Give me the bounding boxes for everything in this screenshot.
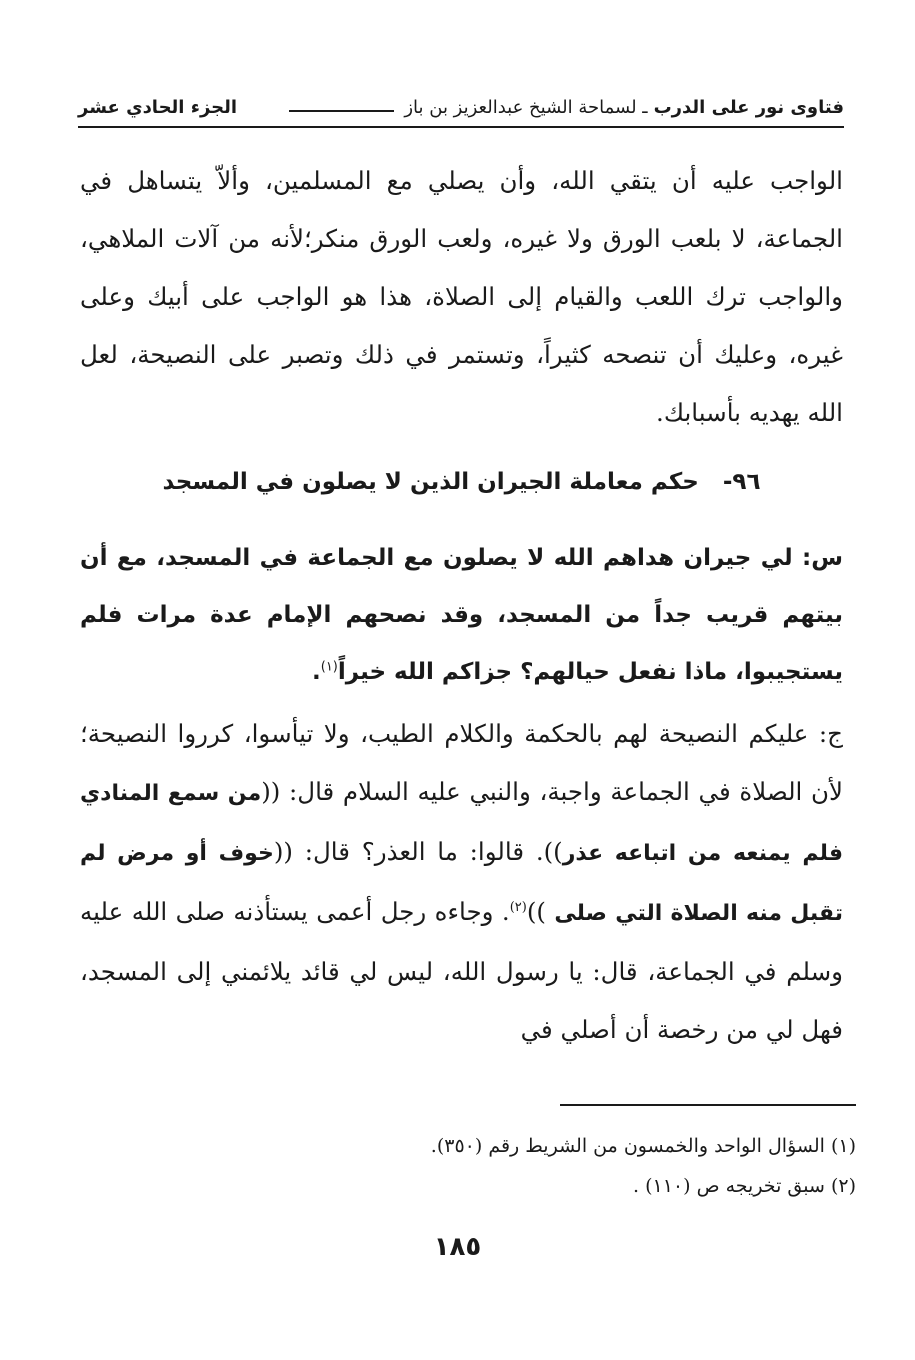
answer-paragraph	[80, 705, 843, 1059]
question-end: .	[311, 659, 321, 685]
question-text: س: لي جيران هداهم الله لا يصلون مع الجماعة في المسجد، مع أن بيتهم قريب جداً من المسجد، وقد نصحهم الإمام عدة مرات فلم يستجيبوا، ماذا نفعل حيالهم؟ جزاكم الله خيراً	[80, 545, 843, 685]
paragraph-continuation: الواجب عليه أن يتقي الله، وأن يصلي مع المسلمين، وألاّ يتساهل في الجماعة، لا بلعب الورق ولا غيره، ولعب الورق منكر؛لأنه من آلات الملاهي، والواجب ترك اللعب والقيام إلى الصلاة، هذا هو الواجب على أبيك وعلى غيره، وعليك أن تنصحه كثيراً، وتستمر في ذلك وتصبر على النصيحة، لعل الله يهديه بأسبابك.	[80, 166, 843, 427]
hadith-quote-2: خوف أو مرض لم تقبل منه الصلاة التي صلى	[80, 841, 844, 926]
author-name: ـ لسماحة الشيخ عبدالعزيز بن باز	[404, 97, 648, 118]
section-title: حكم معاملة الجيران الذين لا يصلون في المسجد	[162, 469, 699, 495]
footnote-ref-1: (١)	[320, 659, 338, 675]
header-lead	[285, 97, 844, 118]
answer-part-2: )). قالوا: ما العذر؟ قال: ((	[273, 837, 563, 866]
footnote-rule	[560, 1104, 856, 1106]
question-paragraph	[80, 530, 843, 701]
running-header	[78, 84, 844, 118]
page-number: ١٨٥	[433, 1232, 482, 1262]
answer-part-1: ج: عليكم النصيحة لهم بالحكمة والكلام الطيب، ولا تيأسوا، كرروا النصيحة؛ لأن الصلاة في الجماعة واجبة، والنبي عليه السلام قال: ((	[80, 719, 843, 806]
book-title: فتاوى نور على الدرب	[653, 97, 844, 118]
footnote-ref-2: (٢)	[509, 899, 527, 915]
section-heading	[80, 462, 843, 502]
answer-part-4: . وجاءه رجل أعمى يستأذنه صلى الله عليه وسلم في الجماعة، قال: يا رسول الله، ليس لي قائد يلائمني إلى المسجد، فهل لي من رخصة أن أصلي في	[80, 897, 843, 1044]
footnote-2: (٢) سبق تخريجه ص (١١٠) .	[633, 1175, 856, 1197]
footnote-1: (١) السؤال الواحد والخمسون من الشريط رقم (٣٥٠).	[430, 1135, 856, 1157]
section-number: ٩٦-	[722, 469, 761, 495]
header-rule	[78, 126, 844, 128]
header-dash	[289, 110, 394, 112]
hadith-quote-1: من سمع المنادي فلم يمنعه من اتباعه عذر	[80, 781, 843, 866]
answer-part-3: ))	[526, 897, 555, 926]
footnotes	[80, 1126, 856, 1206]
volume-label: الجزء الحادي عشر	[78, 97, 238, 118]
